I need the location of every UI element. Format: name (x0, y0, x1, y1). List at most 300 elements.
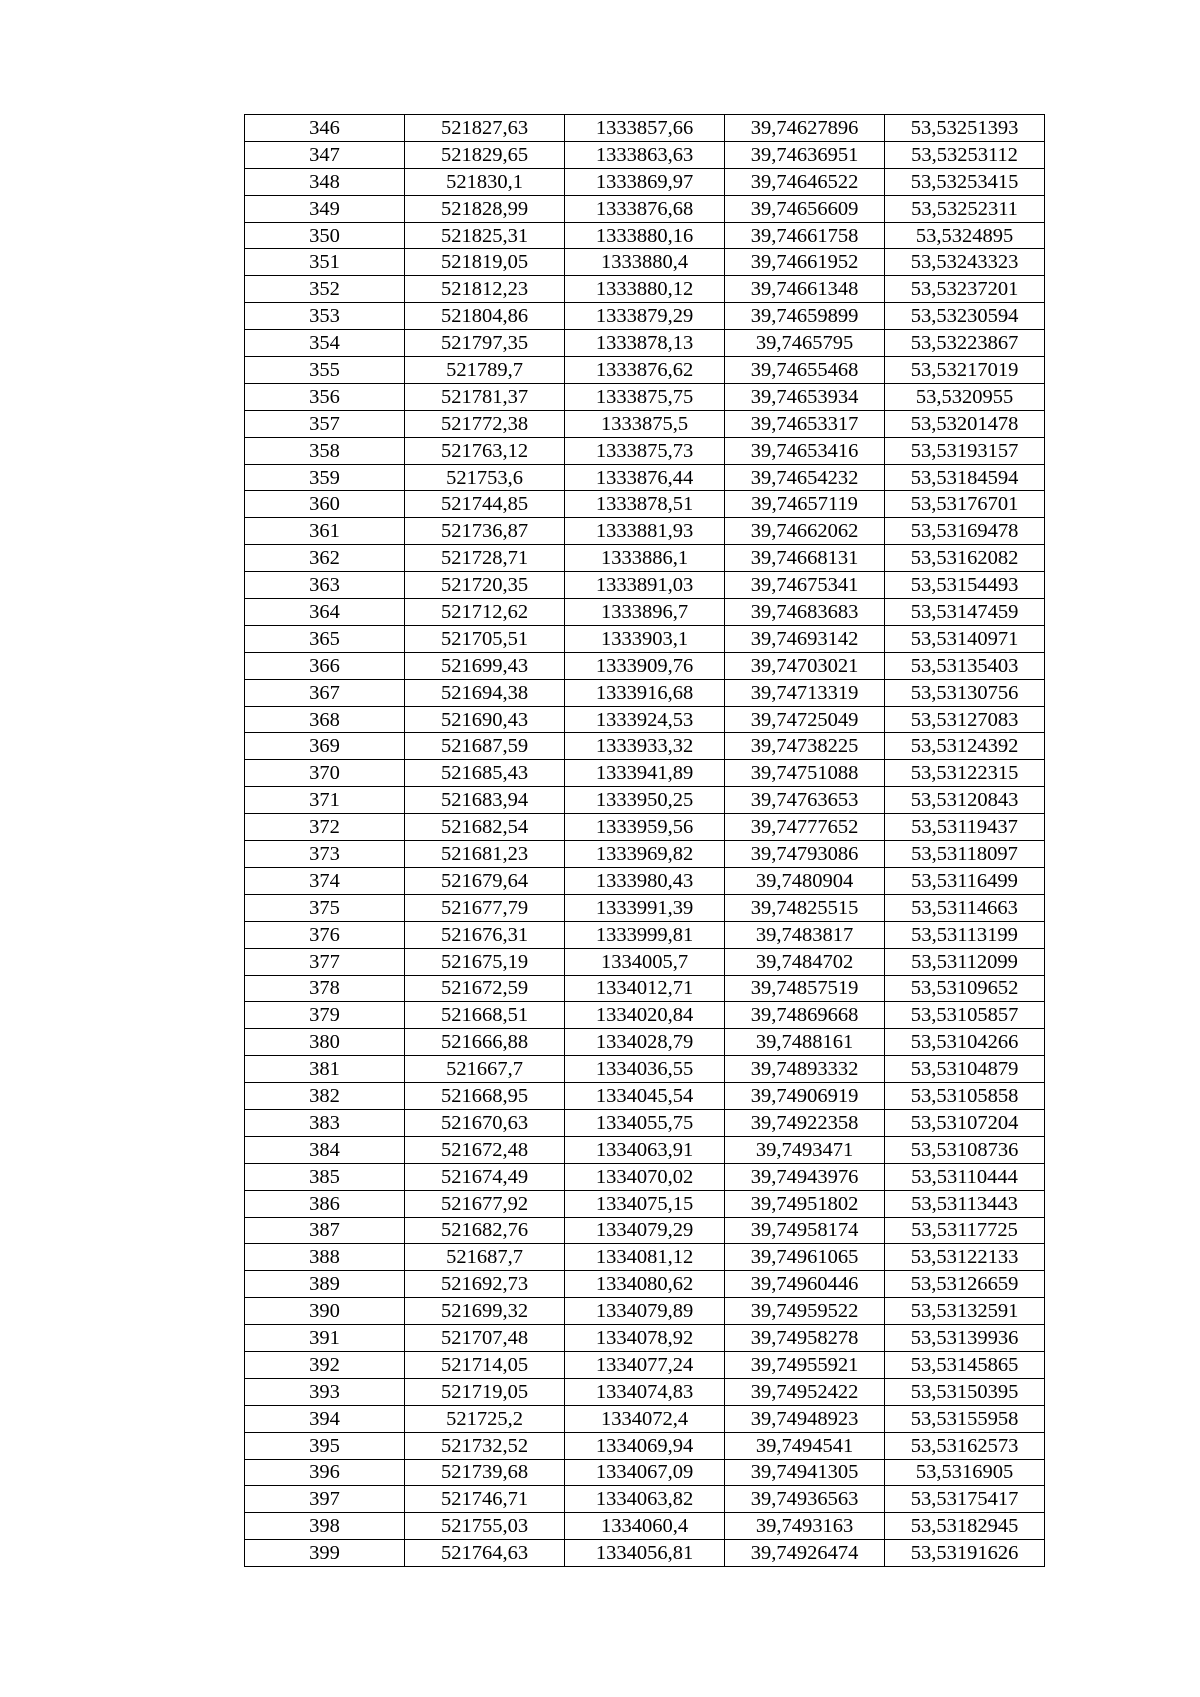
point-number-cell: 361 (245, 518, 405, 545)
longitude-cell: 39,74661952 (725, 249, 885, 276)
point-number-cell: 393 (245, 1378, 405, 1405)
longitude-cell: 39,74653934 (725, 383, 885, 410)
longitude-cell: 39,74906919 (725, 1083, 885, 1110)
table-row (245, 572, 1045, 599)
table-row (245, 357, 1045, 384)
y-coordinate-cell: 1334060,4 (565, 1513, 725, 1540)
longitude-cell: 39,7484702 (725, 948, 885, 975)
table-row (245, 330, 1045, 357)
y-coordinate-cell: 1333875,5 (565, 410, 725, 437)
x-coordinate-cell: 521705,51 (405, 625, 565, 652)
x-coordinate-cell: 521825,31 (405, 222, 565, 249)
table-row (245, 1002, 1045, 1029)
table-row (245, 1378, 1045, 1405)
longitude-cell: 39,74661758 (725, 222, 885, 249)
y-coordinate-cell: 1334079,89 (565, 1298, 725, 1325)
point-number-cell: 374 (245, 867, 405, 894)
point-number-cell: 382 (245, 1083, 405, 1110)
y-coordinate-cell: 1334077,24 (565, 1351, 725, 1378)
x-coordinate-cell: 521683,94 (405, 787, 565, 814)
table-row (245, 1351, 1045, 1378)
x-coordinate-cell: 521753,6 (405, 464, 565, 491)
x-coordinate-cell: 521720,35 (405, 572, 565, 599)
y-coordinate-cell: 1334028,79 (565, 1029, 725, 1056)
table-row (245, 1083, 1045, 1110)
y-coordinate-cell: 1333875,73 (565, 437, 725, 464)
x-coordinate-cell: 521744,85 (405, 491, 565, 518)
latitude-cell: 53,53109652 (885, 975, 1045, 1002)
x-coordinate-cell: 521827,63 (405, 115, 565, 142)
x-coordinate-cell: 521764,63 (405, 1540, 565, 1567)
longitude-cell: 39,7494541 (725, 1432, 885, 1459)
x-coordinate-cell: 521699,32 (405, 1298, 565, 1325)
point-number-cell: 380 (245, 1029, 405, 1056)
table-row (245, 1298, 1045, 1325)
point-number-cell: 398 (245, 1513, 405, 1540)
point-number-cell: 397 (245, 1486, 405, 1513)
point-number-cell: 370 (245, 760, 405, 787)
point-number-cell: 389 (245, 1271, 405, 1298)
table-row (245, 1029, 1045, 1056)
table-row (245, 1190, 1045, 1217)
longitude-cell: 39,74683683 (725, 599, 885, 626)
table-row (245, 975, 1045, 1002)
point-number-cell: 350 (245, 222, 405, 249)
x-coordinate-cell: 521725,2 (405, 1405, 565, 1432)
table-row (245, 195, 1045, 222)
y-coordinate-cell: 1334067,09 (565, 1459, 725, 1486)
point-number-cell: 375 (245, 894, 405, 921)
table-row (245, 276, 1045, 303)
table-row (245, 1271, 1045, 1298)
longitude-cell: 39,74955921 (725, 1351, 885, 1378)
point-number-cell: 356 (245, 383, 405, 410)
y-coordinate-cell: 1333880,4 (565, 249, 725, 276)
latitude-cell: 53,53105858 (885, 1083, 1045, 1110)
longitude-cell: 39,74661348 (725, 276, 885, 303)
point-number-cell: 358 (245, 437, 405, 464)
x-coordinate-cell: 521712,62 (405, 599, 565, 626)
point-number-cell: 362 (245, 545, 405, 572)
y-coordinate-cell: 1333857,66 (565, 115, 725, 142)
y-coordinate-cell: 1334055,75 (565, 1109, 725, 1136)
table-row (245, 706, 1045, 733)
y-coordinate-cell: 1333991,39 (565, 894, 725, 921)
latitude-cell: 53,53110444 (885, 1163, 1045, 1190)
longitude-cell: 39,74693142 (725, 625, 885, 652)
table-row (245, 1486, 1045, 1513)
latitude-cell: 53,53154493 (885, 572, 1045, 599)
longitude-cell: 39,7493163 (725, 1513, 885, 1540)
x-coordinate-cell: 521672,59 (405, 975, 565, 1002)
x-coordinate-cell: 521714,05 (405, 1351, 565, 1378)
latitude-cell: 53,53176701 (885, 491, 1045, 518)
y-coordinate-cell: 1333878,51 (565, 491, 725, 518)
longitude-cell: 39,74656609 (725, 195, 885, 222)
latitude-cell: 53,53230594 (885, 303, 1045, 330)
x-coordinate-cell: 521682,76 (405, 1217, 565, 1244)
point-number-cell: 366 (245, 652, 405, 679)
table-row (245, 787, 1045, 814)
longitude-cell: 39,74657119 (725, 491, 885, 518)
latitude-cell: 53,53139936 (885, 1325, 1045, 1352)
point-number-cell: 365 (245, 625, 405, 652)
point-number-cell: 352 (245, 276, 405, 303)
x-coordinate-cell: 521736,87 (405, 518, 565, 545)
point-number-cell: 378 (245, 975, 405, 1002)
table-row (245, 894, 1045, 921)
point-number-cell: 349 (245, 195, 405, 222)
longitude-cell: 39,74951802 (725, 1190, 885, 1217)
y-coordinate-cell: 1333876,44 (565, 464, 725, 491)
longitude-cell: 39,74893332 (725, 1056, 885, 1083)
longitude-cell: 39,74646522 (725, 168, 885, 195)
longitude-cell: 39,74659899 (725, 303, 885, 330)
x-coordinate-cell: 521670,63 (405, 1109, 565, 1136)
x-coordinate-cell: 521829,65 (405, 141, 565, 168)
table-row (245, 921, 1045, 948)
point-number-cell: 391 (245, 1325, 405, 1352)
point-number-cell: 388 (245, 1244, 405, 1271)
longitude-cell: 39,7483817 (725, 921, 885, 948)
x-coordinate-cell: 521666,88 (405, 1029, 565, 1056)
y-coordinate-cell: 1333959,56 (565, 814, 725, 841)
x-coordinate-cell: 521739,68 (405, 1459, 565, 1486)
latitude-cell: 53,53114663 (885, 894, 1045, 921)
latitude-cell: 53,53145865 (885, 1351, 1045, 1378)
longitude-cell: 39,74926474 (725, 1540, 885, 1567)
x-coordinate-cell: 521682,54 (405, 814, 565, 841)
latitude-cell: 53,53104879 (885, 1056, 1045, 1083)
x-coordinate-cell: 521687,59 (405, 733, 565, 760)
table-row (245, 948, 1045, 975)
point-number-cell: 364 (245, 599, 405, 626)
latitude-cell: 53,53252311 (885, 195, 1045, 222)
table-row (245, 841, 1045, 868)
y-coordinate-cell: 1334080,62 (565, 1271, 725, 1298)
latitude-cell: 53,53116499 (885, 867, 1045, 894)
longitude-cell: 39,7488161 (725, 1029, 885, 1056)
y-coordinate-cell: 1334056,81 (565, 1540, 725, 1567)
longitude-cell: 39,74713319 (725, 679, 885, 706)
table-row (245, 625, 1045, 652)
latitude-cell: 53,53162082 (885, 545, 1045, 572)
y-coordinate-cell: 1333903,1 (565, 625, 725, 652)
point-number-cell: 386 (245, 1190, 405, 1217)
x-coordinate-cell: 521819,05 (405, 249, 565, 276)
x-coordinate-cell: 521812,23 (405, 276, 565, 303)
table-row (245, 814, 1045, 841)
y-coordinate-cell: 1333876,62 (565, 357, 725, 384)
x-coordinate-cell: 521746,71 (405, 1486, 565, 1513)
y-coordinate-cell: 1334005,7 (565, 948, 725, 975)
latitude-cell: 53,53120843 (885, 787, 1045, 814)
latitude-cell: 53,53243323 (885, 249, 1045, 276)
table-row (245, 1163, 1045, 1190)
y-coordinate-cell: 1333924,53 (565, 706, 725, 733)
x-coordinate-cell: 521672,48 (405, 1136, 565, 1163)
point-number-cell: 390 (245, 1298, 405, 1325)
point-number-cell: 385 (245, 1163, 405, 1190)
longitude-cell: 39,74952422 (725, 1378, 885, 1405)
x-coordinate-cell: 521755,03 (405, 1513, 565, 1540)
latitude-cell: 53,53175417 (885, 1486, 1045, 1513)
y-coordinate-cell: 1333941,89 (565, 760, 725, 787)
latitude-cell: 53,53184594 (885, 464, 1045, 491)
point-number-cell: 376 (245, 921, 405, 948)
y-coordinate-cell: 1334079,29 (565, 1217, 725, 1244)
x-coordinate-cell: 521719,05 (405, 1378, 565, 1405)
longitude-cell: 39,74627896 (725, 115, 885, 142)
latitude-cell: 53,53169478 (885, 518, 1045, 545)
point-number-cell: 396 (245, 1459, 405, 1486)
x-coordinate-cell: 521677,79 (405, 894, 565, 921)
latitude-cell: 53,53119437 (885, 814, 1045, 841)
point-number-cell: 368 (245, 706, 405, 733)
y-coordinate-cell: 1333896,7 (565, 599, 725, 626)
point-number-cell: 360 (245, 491, 405, 518)
table-row (245, 867, 1045, 894)
longitude-cell: 39,74662062 (725, 518, 885, 545)
x-coordinate-cell: 521694,38 (405, 679, 565, 706)
x-coordinate-cell: 521763,12 (405, 437, 565, 464)
longitude-cell: 39,7493471 (725, 1136, 885, 1163)
table-row (245, 1056, 1045, 1083)
longitude-cell: 39,7480904 (725, 867, 885, 894)
y-coordinate-cell: 1334081,12 (565, 1244, 725, 1271)
point-number-cell: 373 (245, 841, 405, 868)
y-coordinate-cell: 1334063,91 (565, 1136, 725, 1163)
longitude-cell: 39,74948923 (725, 1405, 885, 1432)
table-row (245, 303, 1045, 330)
latitude-cell: 53,53155958 (885, 1405, 1045, 1432)
longitude-cell: 39,74943976 (725, 1163, 885, 1190)
latitude-cell: 53,5316905 (885, 1459, 1045, 1486)
longitude-cell: 39,74675341 (725, 572, 885, 599)
point-number-cell: 384 (245, 1136, 405, 1163)
table-row (245, 1459, 1045, 1486)
longitude-cell: 39,74725049 (725, 706, 885, 733)
longitude-cell: 39,74654232 (725, 464, 885, 491)
table-row (245, 410, 1045, 437)
table-row (245, 437, 1045, 464)
point-number-cell: 383 (245, 1109, 405, 1136)
longitude-cell: 39,74960446 (725, 1271, 885, 1298)
latitude-cell: 53,53162573 (885, 1432, 1045, 1459)
point-number-cell: 381 (245, 1056, 405, 1083)
point-number-cell: 387 (245, 1217, 405, 1244)
longitude-cell: 39,74922358 (725, 1109, 885, 1136)
latitude-cell: 53,53223867 (885, 330, 1045, 357)
table-row (245, 1109, 1045, 1136)
y-coordinate-cell: 1333933,32 (565, 733, 725, 760)
y-coordinate-cell: 1333891,03 (565, 572, 725, 599)
table-row (245, 222, 1045, 249)
longitude-cell: 39,74655468 (725, 357, 885, 384)
x-coordinate-cell: 521699,43 (405, 652, 565, 679)
y-coordinate-cell: 1334012,71 (565, 975, 725, 1002)
x-coordinate-cell: 521690,43 (405, 706, 565, 733)
table-row (245, 491, 1045, 518)
longitude-cell: 39,74825515 (725, 894, 885, 921)
latitude-cell: 53,53201478 (885, 410, 1045, 437)
latitude-cell: 53,53182945 (885, 1513, 1045, 1540)
y-coordinate-cell: 1334072,4 (565, 1405, 725, 1432)
y-coordinate-cell: 1333863,63 (565, 141, 725, 168)
latitude-cell: 53,53147459 (885, 599, 1045, 626)
y-coordinate-cell: 1333876,68 (565, 195, 725, 222)
latitude-cell: 53,5320955 (885, 383, 1045, 410)
point-number-cell: 346 (245, 115, 405, 142)
longitude-cell: 39,74763653 (725, 787, 885, 814)
latitude-cell: 53,53107204 (885, 1109, 1045, 1136)
y-coordinate-cell: 1333880,12 (565, 276, 725, 303)
y-coordinate-cell: 1334070,02 (565, 1163, 725, 1190)
x-coordinate-cell: 521830,1 (405, 168, 565, 195)
table-row (245, 652, 1045, 679)
point-number-cell: 392 (245, 1351, 405, 1378)
point-number-cell: 377 (245, 948, 405, 975)
table-row (245, 1432, 1045, 1459)
latitude-cell: 53,53126659 (885, 1271, 1045, 1298)
table-row (245, 168, 1045, 195)
longitude-cell: 39,74738225 (725, 733, 885, 760)
x-coordinate-cell: 521772,38 (405, 410, 565, 437)
y-coordinate-cell: 1334069,94 (565, 1432, 725, 1459)
x-coordinate-cell: 521674,49 (405, 1163, 565, 1190)
latitude-cell: 53,53122133 (885, 1244, 1045, 1271)
longitude-cell: 39,74653416 (725, 437, 885, 464)
longitude-cell: 39,74958174 (725, 1217, 885, 1244)
table-row (245, 545, 1045, 572)
point-number-cell: 357 (245, 410, 405, 437)
latitude-cell: 53,53251393 (885, 115, 1045, 142)
point-number-cell: 367 (245, 679, 405, 706)
y-coordinate-cell: 1334074,83 (565, 1378, 725, 1405)
longitude-cell: 39,74959522 (725, 1298, 885, 1325)
x-coordinate-cell: 521685,43 (405, 760, 565, 787)
y-coordinate-cell: 1333980,43 (565, 867, 725, 894)
longitude-cell: 39,74941305 (725, 1459, 885, 1486)
table-row (245, 679, 1045, 706)
y-coordinate-cell: 1333880,16 (565, 222, 725, 249)
x-coordinate-cell: 521828,99 (405, 195, 565, 222)
latitude-cell: 53,53217019 (885, 357, 1045, 384)
y-coordinate-cell: 1334020,84 (565, 1002, 725, 1029)
latitude-cell: 53,53124392 (885, 733, 1045, 760)
point-number-cell: 353 (245, 303, 405, 330)
latitude-cell: 53,53122315 (885, 760, 1045, 787)
latitude-cell: 53,53193157 (885, 437, 1045, 464)
table-row (245, 115, 1045, 142)
point-number-cell: 363 (245, 572, 405, 599)
longitude-cell: 39,74636951 (725, 141, 885, 168)
y-coordinate-cell: 1334063,82 (565, 1486, 725, 1513)
latitude-cell: 53,53113443 (885, 1190, 1045, 1217)
latitude-cell: 53,53191626 (885, 1540, 1045, 1567)
y-coordinate-cell: 1333886,1 (565, 545, 725, 572)
x-coordinate-cell: 521675,19 (405, 948, 565, 975)
point-number-cell: 359 (245, 464, 405, 491)
table-row (245, 141, 1045, 168)
latitude-cell: 53,53112099 (885, 948, 1045, 975)
table-row (245, 383, 1045, 410)
x-coordinate-cell: 521728,71 (405, 545, 565, 572)
x-coordinate-cell: 521676,31 (405, 921, 565, 948)
x-coordinate-cell: 521781,37 (405, 383, 565, 410)
point-number-cell: 355 (245, 357, 405, 384)
latitude-cell: 53,5324895 (885, 222, 1045, 249)
latitude-cell: 53,53130756 (885, 679, 1045, 706)
x-coordinate-cell: 521789,7 (405, 357, 565, 384)
y-coordinate-cell: 1334045,54 (565, 1083, 725, 1110)
table-row (245, 1244, 1045, 1271)
y-coordinate-cell: 1333869,97 (565, 168, 725, 195)
point-number-cell: 348 (245, 168, 405, 195)
table-row (245, 599, 1045, 626)
y-coordinate-cell: 1333879,29 (565, 303, 725, 330)
y-coordinate-cell: 1333916,68 (565, 679, 725, 706)
table-row (245, 249, 1045, 276)
latitude-cell: 53,53135403 (885, 652, 1045, 679)
y-coordinate-cell: 1334036,55 (565, 1056, 725, 1083)
latitude-cell: 53,53105857 (885, 1002, 1045, 1029)
longitude-cell: 39,74777652 (725, 814, 885, 841)
latitude-cell: 53,53237201 (885, 276, 1045, 303)
x-coordinate-cell: 521667,7 (405, 1056, 565, 1083)
point-number-cell: 371 (245, 787, 405, 814)
latitude-cell: 53,53113199 (885, 921, 1045, 948)
table-row (245, 733, 1045, 760)
longitude-cell: 39,74703021 (725, 652, 885, 679)
longitude-cell: 39,74936563 (725, 1486, 885, 1513)
point-number-cell: 372 (245, 814, 405, 841)
longitude-cell: 39,74869668 (725, 1002, 885, 1029)
y-coordinate-cell: 1333969,82 (565, 841, 725, 868)
coordinates-table-body (245, 115, 1045, 1567)
longitude-cell: 39,74653317 (725, 410, 885, 437)
point-number-cell: 347 (245, 141, 405, 168)
x-coordinate-cell: 521677,92 (405, 1190, 565, 1217)
y-coordinate-cell: 1333999,81 (565, 921, 725, 948)
longitude-cell: 39,74668131 (725, 545, 885, 572)
latitude-cell: 53,53127083 (885, 706, 1045, 733)
table-row (245, 1325, 1045, 1352)
y-coordinate-cell: 1333881,93 (565, 518, 725, 545)
point-number-cell: 395 (245, 1432, 405, 1459)
point-number-cell: 351 (245, 249, 405, 276)
y-coordinate-cell: 1333950,25 (565, 787, 725, 814)
longitude-cell: 39,74793086 (725, 841, 885, 868)
longitude-cell: 39,74958278 (725, 1325, 885, 1352)
point-number-cell: 379 (245, 1002, 405, 1029)
x-coordinate-cell: 521804,86 (405, 303, 565, 330)
latitude-cell: 53,53140971 (885, 625, 1045, 652)
longitude-cell: 39,74961065 (725, 1244, 885, 1271)
table-row (245, 1405, 1045, 1432)
table-row (245, 1217, 1045, 1244)
x-coordinate-cell: 521668,51 (405, 1002, 565, 1029)
point-number-cell: 394 (245, 1405, 405, 1432)
y-coordinate-cell: 1333909,76 (565, 652, 725, 679)
coordinates-table (244, 114, 1045, 1567)
x-coordinate-cell: 521692,73 (405, 1271, 565, 1298)
x-coordinate-cell: 521707,48 (405, 1325, 565, 1352)
y-coordinate-cell: 1333875,75 (565, 383, 725, 410)
latitude-cell: 53,53253112 (885, 141, 1045, 168)
longitude-cell: 39,74751088 (725, 760, 885, 787)
longitude-cell: 39,7465795 (725, 330, 885, 357)
